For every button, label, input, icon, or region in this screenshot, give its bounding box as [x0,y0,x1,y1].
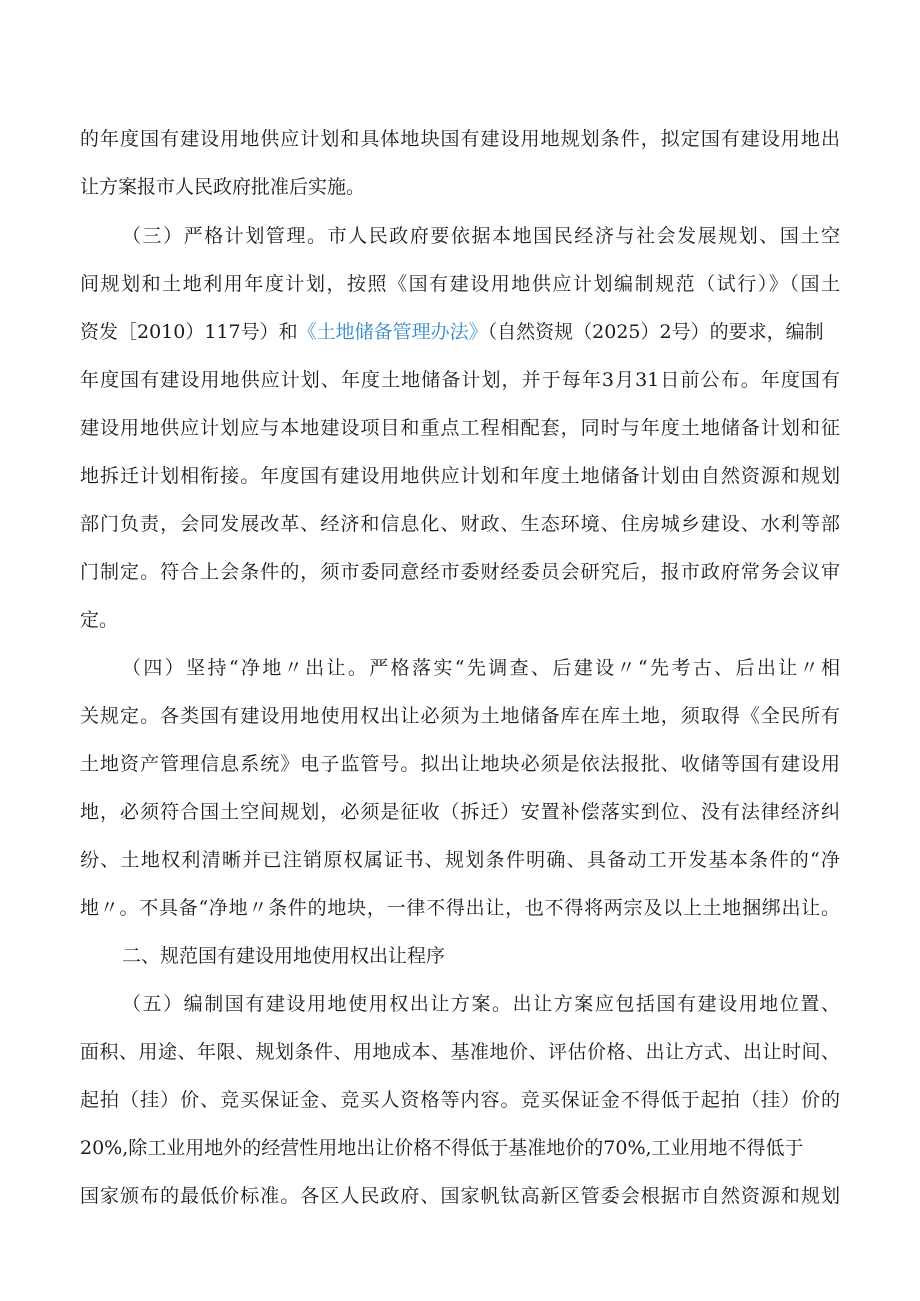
paragraph-text: 资发［2010）117号）和 [80,321,298,343]
paragraph-line: 间规划和土地利用年度计划，按照《国有建设用地供应计划编制规范（试行）》（国土 [80,273,840,295]
paragraph-line: 土地资产管理信息系统》电子监管号。拟出让地块必须是依法报批、收储等国有建设用 [80,753,840,775]
paragraph-line: 起拍（挂）价、竞买保证金、竞买人资格等内容。竞买保证金不得低于起拍（挂）价的 [80,1089,840,1111]
paragraph-line: 面积、用途、年限、规划条件、用地成本、基准地价、评估价格、出让方式、出让时间、 [80,1041,840,1063]
paragraph-line: 地，必须符合国土空间规划，必须是征收（拆迁）安置补偿落实到位、没有法律经济纠 [80,801,840,823]
paragraph-line: 地拆迁计划相衔接。年度国有建设用地供应计划和年度土地储备计划由自然资源和规划 [80,465,840,487]
paragraph-line: 部门负责，会同发展改革、经济和信息化、财政、生态环境、住房城乡建设、水利等部 [80,513,840,535]
paragraph-line: （五）编制国有建设用地使用权出让方案。出让方案应包括国有建设用地位置、 [122,993,840,1015]
paragraph-line: 让方案报市人民政府批准后实施。 [80,176,366,198]
paragraph-line: 地〃。不具备“净地〃条件的地块，一律不得出让，也不得将两宗及以上土地捆绑出让。 [80,897,840,919]
paragraph-line: 国家颁布的最低价标准。各区人民政府、国家帆钛高新区管委会根据市自然资源和规划 [80,1185,840,1207]
paragraph-line: 的年度国有建设用地供应计划和具体地块国有建设用地规划条件，拟定国有建设用地出 [80,128,840,150]
paragraph-line-with-link [80,320,840,344]
paragraph-line: 定。 [80,609,119,631]
paragraph-line: 年度国有建设用地供应计划、年度土地储备计划，并于每年3月31日前公布。年度国有 [80,369,840,391]
paragraph-line: 门制定。符合上会条件的，须市委同意经市委财经委员会研究后，报市政府常务会议审 [80,561,840,583]
paragraph-text: （自然资规（2025）2号）的要求，编制 [487,321,824,343]
paragraph-line: 20%,除工业用地外的经营性用地出让价格不得低于基准地价的70%,工业用地不得低于 [80,1137,804,1159]
paragraph-line: 关规定。各类国有建设用地使用权出让必须为土地储备库在库土地，须取得《全民所有 [80,705,840,727]
regulation-link[interactable]: 《土地储备管理办法》 [297,321,488,343]
paragraph-line: 纷、土地权利清晰并已注销原权属证书、规划条件明确、具备动工开发基本条件的“净 [80,849,840,871]
paragraph-line: （四）坚持“净地〃出让。严格落实“先调查、后建设〃“先考古、后出让〃相 [122,657,840,679]
paragraph-line: （三）严格计划管理。市人民政府要依据本地国民经济与社会发展规划、国土空 [122,225,840,247]
paragraph-line: 建设用地供应计划应与本地建设项目和重点工程相配套，同时与年度土地储备计划和征 [80,417,840,439]
section-heading: 二、规范国有建设用地使用权出让程序 [122,945,446,967]
